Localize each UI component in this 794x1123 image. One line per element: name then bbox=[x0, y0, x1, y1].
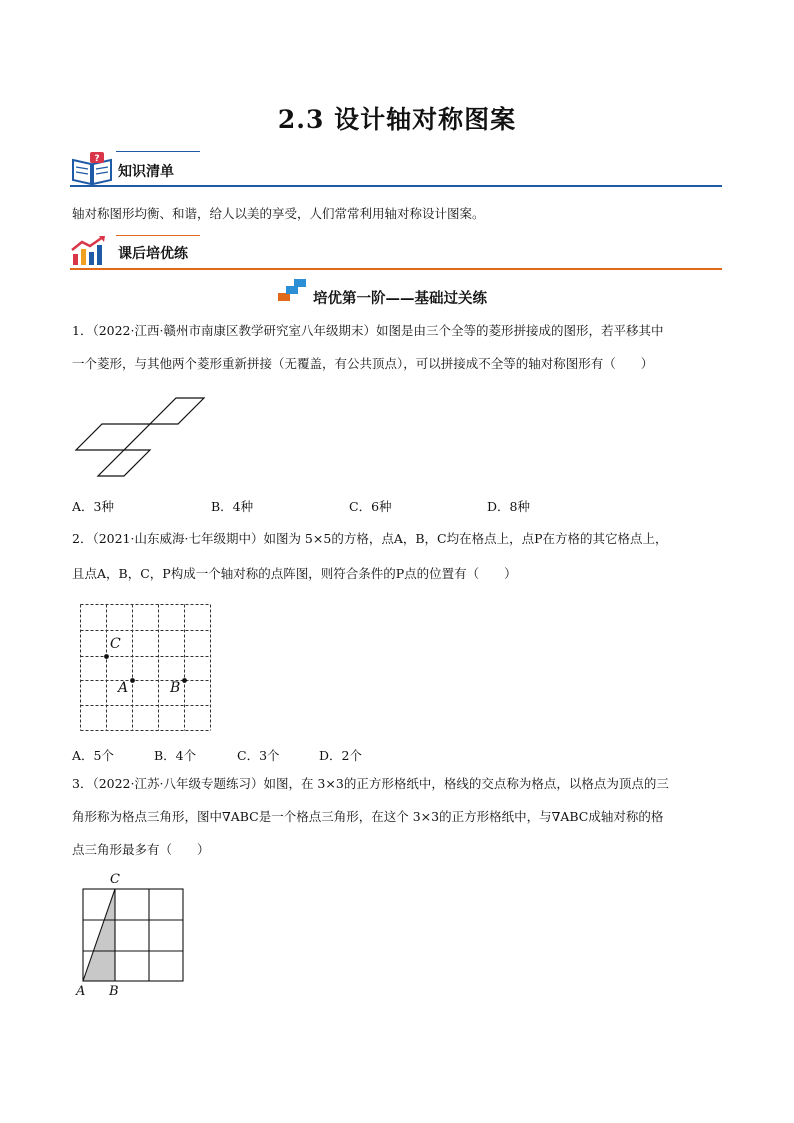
q1-option-b[interactable]: B．4种 bbox=[211, 499, 254, 514]
q2-label-c: C bbox=[110, 636, 121, 652]
q3-line3: 点三角形最多有（ ） bbox=[72, 842, 210, 857]
section-accent-line bbox=[116, 151, 200, 152]
q1-option-c[interactable]: C．6种 bbox=[349, 499, 392, 514]
section-accent-line bbox=[116, 235, 200, 236]
point-a bbox=[130, 678, 135, 683]
q3-label-c: C bbox=[110, 872, 120, 887]
q2-label-a: A bbox=[118, 680, 129, 696]
q2-line2: 且点A，B，C，P构成一个轴对称的点阵图，则符合条件的P点的位置有（ ） bbox=[72, 566, 517, 581]
knowledge-text: 轴对称图形均衡、和谐，给人以美的享受，人们常常利用轴对称设计图案。 bbox=[72, 206, 485, 221]
point-c bbox=[104, 654, 109, 659]
q2-option-d[interactable]: D．2个 bbox=[319, 748, 362, 763]
q2-label-b: B bbox=[170, 680, 181, 696]
q1-line2: 一个菱形，与其他两个菱形重新拼接（无覆盖，有公共顶点），可以拼接成不全等的轴对称图形有（ ） bbox=[72, 356, 654, 371]
section-divider bbox=[70, 185, 722, 187]
q2-grid-figure bbox=[80, 604, 216, 734]
q1-option-d[interactable]: D．8种 bbox=[487, 499, 530, 514]
subsection-title: 培优第一阶——基础过关练 bbox=[313, 290, 487, 307]
q2-option-b[interactable]: B．4个 bbox=[154, 748, 197, 763]
page-title: 2.3 设计轴对称图案 bbox=[277, 105, 517, 134]
stairs-icon bbox=[276, 278, 308, 302]
q2-option-c[interactable]: C．3个 bbox=[237, 748, 280, 763]
book-icon bbox=[70, 150, 114, 186]
section-practice-label: 课后培优练 bbox=[118, 246, 188, 262]
q3-label-a: A bbox=[76, 984, 86, 999]
bar-chart-icon bbox=[70, 234, 110, 266]
section-divider bbox=[70, 268, 722, 270]
q3-line1: 3．（2022·江苏·八年级专题练习）如图，在 3×3的正方形格纸中，格线的交点称为格点，以格点为顶点的三 bbox=[72, 776, 669, 791]
q2-option-a[interactable]: A．5个 bbox=[72, 748, 114, 763]
svg-text:?: ? bbox=[94, 154, 100, 164]
q3-label-b: B bbox=[109, 984, 119, 999]
q3-grid-figure bbox=[80, 886, 186, 984]
q1-option-a[interactable]: A．3种 bbox=[72, 499, 114, 514]
point-b bbox=[182, 678, 187, 683]
q2-line1: 2．（2021·山东威海·七年级期中）如图为 5×5的方格，点A，B，C均在格点上，点P在方格的其它格点上， bbox=[72, 531, 668, 546]
q3-line2: 角形称为格点三角形，图中∇ABC是一个格点三角形，在这个 3×3的正方形格纸中，与∇ABC成轴对称的格 bbox=[72, 809, 664, 824]
section-knowledge-label: 知识清单 bbox=[118, 164, 174, 180]
q1-rhombus-figure bbox=[74, 396, 209, 480]
q1-line1: 1．（2022·江西·赣州市南康区教学研究室八年级期末）如图是由三个全等的菱形拼接成的图形，若平移其中 bbox=[72, 323, 664, 338]
